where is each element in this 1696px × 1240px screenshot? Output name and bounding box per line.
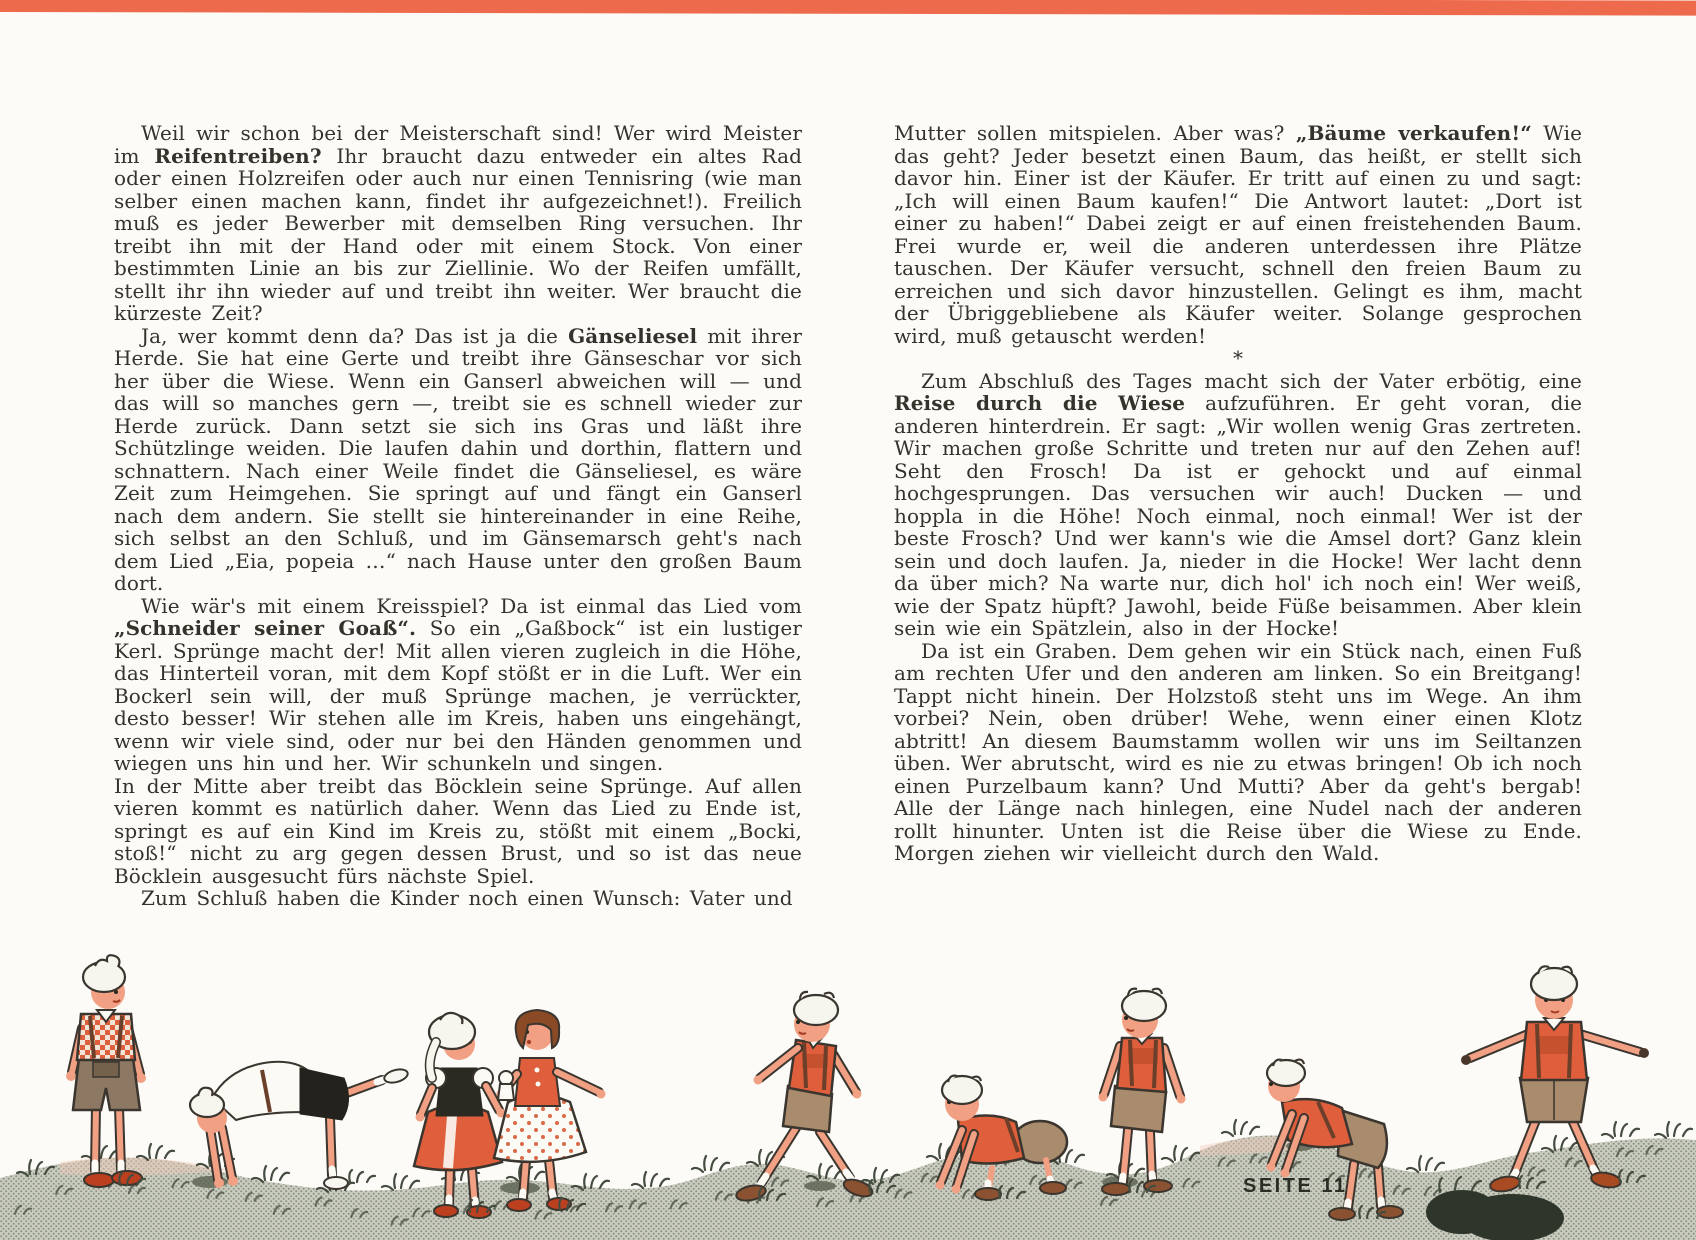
paragraph: Da ist ein Graben. Dem gehen wir ein Stück nach, einen Fuß am rechten Ufer und den anderen am linken. So ein Breitgang! Tappt nicht hinein. Der Holzstoß steht uns im Wege. An ihm vorbei? Nein, oben drüber! Wehe, wenn einer einen Klotz abtritt! An diesem Baumstamm wollen wir uns im Seiltanzen üben. Wer abrutscht, wird es nie zu etwas bringen! Ob ich noch einen Purzelbaum kann? Und Mutti? Aber da geht's bergab! Alle der Länge nach hinlegen, eine Nudel nach der anderen rollt hinunter. Unten ist die Reise über die Wiese zu Ende. Morgen ziehen wir vielleicht durch den Wald.	[894, 638, 1582, 865]
meadow-illustration	[0, 930, 1696, 1240]
page-top-color-bar	[0, 0, 1696, 16]
text-column-left	[114, 122, 802, 910]
text-column-right	[894, 122, 1582, 865]
paragraph: Zum Schluß haben die Kinder noch einen Wunsch: Vater und	[141, 886, 793, 910]
figure-standing-boy	[66, 955, 146, 1187]
paragraph: Mutter sollen mitspielen. Aber was? „Bäume verkaufen!“ Wie das geht? Jeder besetzt einen Baum, das heißt, er stellt sich davor hin. Einer ist der Käufer. Er tritt auf einen zu und sagt: „Ich will einen Baum kaufen!“ Die Antwort lautet: „Dort ist einer zu haben!“ Dabei zeigt er auf einen freistehenden Baum. Frei wurde er, weil die anderen unterdessen ihre Plätze tauschen. Der Käufer versucht, schnell den freien Baum zu erreichen und sich davor hinzustellen. Gelingt es ihm, macht der Übriggebliebene als Käufer weiter. Solange gesprochen wird, muß getauscht werden!	[894, 121, 1583, 348]
section-separator: *	[1232, 346, 1244, 370]
paragraph: Zum Abschluß des Tages macht sich der Vater erbötig, eine Reise durch die Wiese aufzuführen. Er geht voran, die anderen hinterdrein. Er sagt: „Wir wollen wenig Gras zertreten. Wir machen große Schritte und treten nur auf den Zehen auf! Seht den Frosch! Da ist er gehockt und auf einmal hochgesprungen. Das versuchen wir auch! Ducken — und hoppla in die Höhe! Noch einmal, noch einmal! Wer ist der beste Frosch? Und wer kann's wie die Amsel dort? Ganz klein sein und doch laufen. Ja, nieder in die Hocke! Wer lacht denn da über mich? Na warte nur, dich hol' ich noch ein! Wer weiß, wie der Spatz hüpft? Jawohl, beide Füße beisammen. Aber klein sein wie ein Spätzlein, also in der Hocke!	[894, 368, 1583, 640]
page-number: SEITE 11	[1243, 1175, 1348, 1197]
paragraph: Wie wär's mit einem Kreisspiel? Da ist einmal das Lied vom „Schneider seiner Goaß“. So ein „Gaßbock“ ist ein lustiger Kerl. Sprünge macht der! Mit allen vieren zugleich in die Höhe, das Hinterteil voran, mit dem Kopf stößt er in die Luft. Wer ein Bockerl sein will, der muß Sprünge machen, je verrückter, desto besser! Wir stehen alle im Kreis, haben uns eingehängt, wenn wir viele sind, oder nur bei den Händen genommen und wiegen uns hin und her. Wir schunkeln und singen.	[114, 593, 802, 775]
paragraph: Ja, wer kommt denn da? Das ist ja die Gänseliesel mit ihrer Herde. Sie hat eine Gerte und treibt ihre Gänseschar vor sich her über die Wiese. Wenn ein Ganserl abweichen will — und das will so manches gern —, treibt sie es schnell wieder zur Herde zurück. Dann setzt sie sich ins Gras und läßt ihre Schützlinge weiden. Die laufen dahin und dorthin, flattern und schnattern. Nach einer Weile findet die Gänseliesel, es wäre Zeit zum Heimgehen. Sie springt auf und fängt ein Ganserl nach dem andern. Sie stellt sie hintereinander in eine Reihe, sich selbst an den Schluß, und im Gänsemarsch geht's nach dem Lied „Eia, popeia …“ nach Hause unter den großen Baum dort.	[114, 323, 802, 595]
paragraph: Weil wir schon bei der Meisterschaft sind! Wer wird Meister im Reifentreiben? Ihr braucht dazu entweder ein altes Rad oder einen Holzreifen oder auch nur einen Tennisring (wie man selber einen machen kann, findet ihr aufgezeichnet!). Freilich muß es jeder Bewerber mit demselben Ring versuchen. Ihr treibt ihn mit der Hand oder mit einem Stock. Von einer bestimmten Linie an bis zur Ziellinie. Wo der Reifen umfällt, stellt ihr ihn wieder auf und treibt ihn weiter. Wer braucht die kürzeste Zeit?	[114, 121, 802, 325]
paragraph: In der Mitte aber treibt das Böcklein seine Sprünge. Auf allen vieren kommt es natürlich daher. Wenn das Lied zu Ende ist, springt es auf ein Kind im Kreis zu, stößt mit einem „Bocki, stoß!“ nicht zu arg gegen dessen Brust, und so ist das neue Böcklein ausgesucht fürs nächste Spiel.	[114, 773, 802, 888]
